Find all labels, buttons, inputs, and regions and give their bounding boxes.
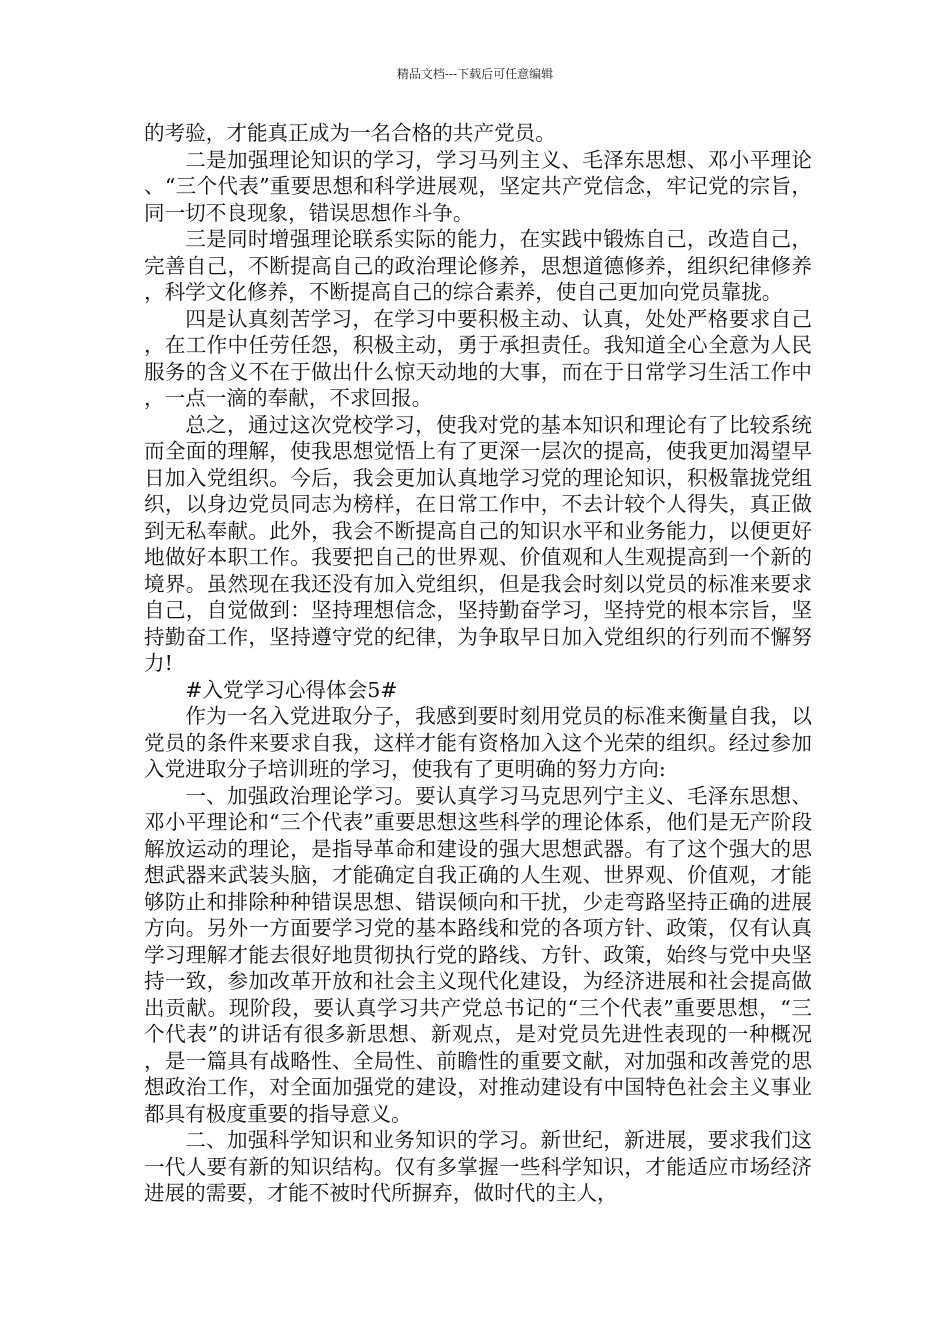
paragraph-point-four: 四是认真刻苦学习，在学习中要积极主动、认真，处处严格要求自己，在工作中任劳任怨，积极主动，勇于承担责任。我知道全心全意为人民服务的含义不在于做出什么惊天动地的大事，而在于日常学习生活工作中，一点一滴的奉献，不求回报。 [144,306,812,410]
paragraph-point-two: 二是加强理论知识的学习，学习马列主义、毛泽东思想、邓小平理论、“三个代表”重要思想和科学进展观，坚定共产党信念，牢记党的宗旨，同一切不良现象，错误思想作斗争。 [144,147,812,225]
paragraph-science-knowledge: 二、加强科学知识和业务知识的学习。新世纪，新进展，要求我们这一代人要有新的知识结构。仅有多掌握一些科学知识，才能适应市场经济进展的需要，才能不被时代所摒弃，做时代的主人， [144,1128,812,1205]
section-heading: #入党学习心得体会5# [185,677,398,702]
paragraph-continuation: 的考验，才能真正成为一名合格的共产党员。 [144,121,556,145]
paragraph-point-three: 三是同时增强理论联系实际的能力，在实践中锻炼自己，改造自己，完善自己，不断提高自己的政治理论修养，思想道德修养，组织纪律修养，科学文化修养，不断提高自己的综合素养，使自己更加向党员靠拢。 [144,227,812,304]
paragraph-intro: 作为一名入党进取分子，我感到要时刻用党员的标准来衡量自我，以党员的条件来要求自我，这样才能有资格加入这个光荣的组织。经过参加入党进取分子培训班的学习，使我有了更明确的努力方向: [144,704,812,781]
paragraph-political-theory: 一、加强政治理论学习。要认真学习马克思列宁主义、毛泽东思想、邓小平理论和“三个代表”重要思想这些科学的理论体系，他们是无产阶段解放运动的理论，是指导革命和建设的强大思想武器。有了这个强大的思想武器来武装头脑，才能确定自我正确的人生观、世界观、价值观，才能够防止和排除种种错误思想、错误倾向和干扰，少走弯路坚持正确的进展方向。另外一方面要学习党的基本路线和党的各项方针、政策，仅有认真学习理解才能去很好地贯彻执行党的路线、方针、政策，始终与党中央坚持一致，参加改革开放和社会主义现代化建设，为经济进展和社会提高做出贡献。现阶段，要认真学习共产党总书记的“三个代表”重要思想，“三个代表”的讲话有很多新思想、新观点，是对党员先进性表现的一种概况，是一篇具有战略性、全局性、前瞻性的重要文献，对加强和改善党的思想政治工作，对全面加强党的建设，对推动建设有中国特色社会主义事业都具有极度重要的指导意义。 [144,783,812,1126]
page-header: 精品文档---下载后可任意编辑 [396,67,554,81]
document-body [144,120,812,1207]
paragraph-summary: 总之，通过这次党校学习，使我对党的基本知识和理论有了比较系统而全面的理解，使我思想觉悟上有了更深一层次的提高，使我更加渴望早日加入党组织。今后，我会更加认真地学习党的理论知识，积极靠拢党组织，以身边党员同志为榜样，在日常工作中，不去计较个人得失，真正做到无私奉献。此外，我会不断提高自己的知识水平和业务能力，以便更好地做好本职工作。我要把自己的世界观、价值观和人生观提高到一个新的境界。虽然现在我还没有加入党组织，但是我会时刻以党员的标准来要求自己，自觉做到：坚持理想信念，坚持勤奋学习，坚持党的根本宗旨，坚持勤奋工作，坚持遵守党的纪律，为争取早日加入党组织的行列而不懈努力! [144,412,812,675]
